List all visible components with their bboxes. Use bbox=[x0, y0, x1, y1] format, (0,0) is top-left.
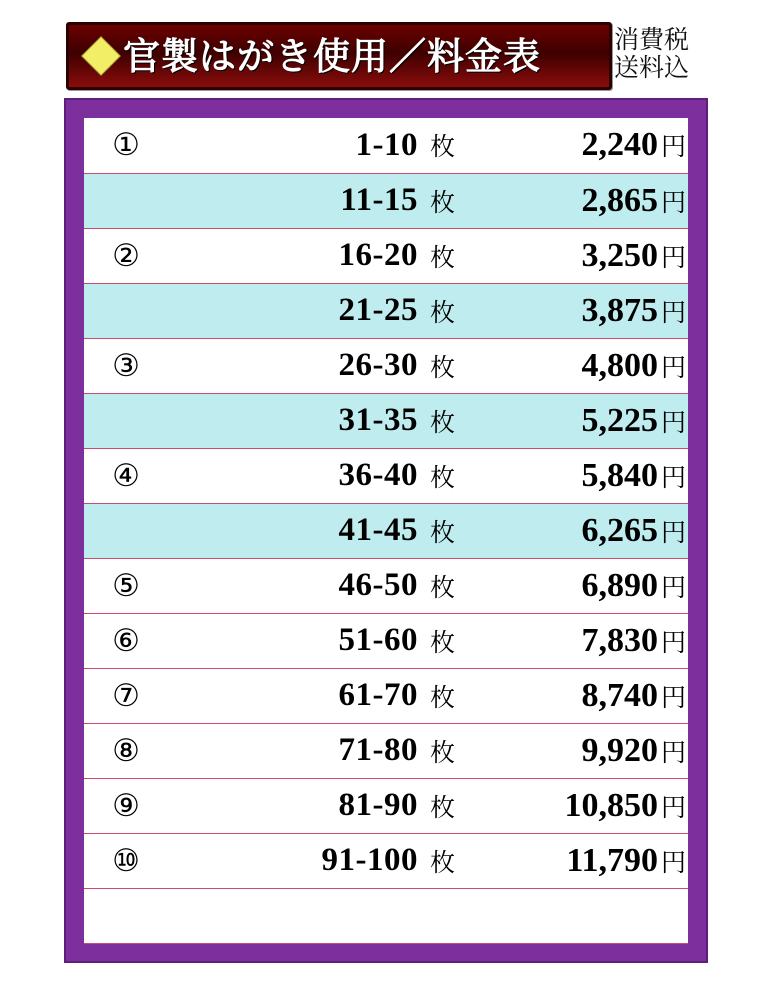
table-frame bbox=[64, 98, 708, 963]
price-cell bbox=[486, 338, 688, 393]
price-cell bbox=[486, 173, 688, 228]
quantity-unit: 枚 bbox=[424, 833, 486, 888]
row-index-marker bbox=[84, 283, 168, 338]
price-cell bbox=[486, 393, 688, 448]
quantity-range: 81-90 bbox=[168, 778, 424, 833]
table-row bbox=[84, 283, 688, 338]
row-index-marker: ⑩ bbox=[84, 833, 168, 888]
quantity-range: 16-20 bbox=[168, 228, 424, 283]
table-frame-inner bbox=[84, 118, 688, 943]
yen-symbol: 円 bbox=[660, 572, 686, 602]
row-index-marker: ① bbox=[84, 118, 168, 173]
row-index-marker: ③ bbox=[84, 338, 168, 393]
yen-symbol: 円 bbox=[660, 737, 686, 767]
quantity-unit: 枚 bbox=[424, 228, 486, 283]
table-row bbox=[84, 448, 688, 503]
quantity-unit: 枚 bbox=[424, 118, 486, 173]
table-row bbox=[84, 778, 688, 833]
table-footer-cell bbox=[486, 888, 688, 943]
table-row bbox=[84, 228, 688, 283]
price-amount: 6,890 bbox=[581, 566, 658, 604]
row-index-marker bbox=[84, 393, 168, 448]
quantity-range: 71-80 bbox=[168, 723, 424, 778]
price-amount: 9,920 bbox=[581, 731, 658, 769]
quantity-unit: 枚 bbox=[424, 778, 486, 833]
yen-symbol: 円 bbox=[660, 627, 686, 657]
price-amount: 3,250 bbox=[581, 236, 658, 274]
header-note bbox=[614, 26, 689, 82]
price-cell bbox=[486, 228, 688, 283]
price-cell bbox=[486, 778, 688, 833]
price-amount: 5,225 bbox=[581, 401, 658, 439]
price-amount: 10,850 bbox=[564, 786, 658, 824]
price-cell bbox=[486, 503, 688, 558]
quantity-unit: 枚 bbox=[424, 283, 486, 338]
row-index-marker: ⑥ bbox=[84, 613, 168, 668]
quantity-range: 26-30 bbox=[168, 338, 424, 393]
quantity-unit: 枚 bbox=[424, 448, 486, 503]
quantity-unit: 枚 bbox=[424, 613, 486, 668]
quantity-unit: 枚 bbox=[424, 558, 486, 613]
yen-symbol: 円 bbox=[660, 847, 686, 877]
price-amount: 3,875 bbox=[581, 291, 658, 329]
quantity-range: 46-50 bbox=[168, 558, 424, 613]
table-row bbox=[84, 668, 688, 723]
header bbox=[0, 0, 772, 100]
price-cell bbox=[486, 118, 688, 173]
price-amount: 7,830 bbox=[581, 621, 658, 659]
quantity-unit: 枚 bbox=[424, 393, 486, 448]
table-row bbox=[84, 833, 688, 888]
table-row bbox=[84, 393, 688, 448]
yen-symbol: 円 bbox=[660, 682, 686, 712]
price-amount: 2,240 bbox=[581, 126, 658, 164]
row-index-marker: ⑦ bbox=[84, 668, 168, 723]
table-footer-cell bbox=[84, 888, 168, 943]
price-cell bbox=[486, 833, 688, 888]
diamond-icon bbox=[81, 36, 121, 76]
row-index-marker: ② bbox=[84, 228, 168, 283]
quantity-range: 36-40 bbox=[168, 448, 424, 503]
row-index-marker: ④ bbox=[84, 448, 168, 503]
table-row bbox=[84, 723, 688, 778]
price-cell bbox=[486, 558, 688, 613]
quantity-range: 91-100 bbox=[168, 833, 424, 888]
price-amount: 8,740 bbox=[581, 676, 658, 714]
price-amount: 2,865 bbox=[581, 181, 658, 219]
table-footer-space bbox=[84, 888, 688, 943]
price-amount: 11,790 bbox=[566, 841, 658, 879]
yen-symbol: 円 bbox=[660, 407, 686, 437]
yen-symbol: 円 bbox=[660, 462, 686, 492]
yen-symbol: 円 bbox=[660, 792, 686, 822]
quantity-range: 31-35 bbox=[168, 393, 424, 448]
table-row bbox=[84, 118, 688, 173]
yen-symbol: 円 bbox=[660, 242, 686, 272]
table-footer-cell bbox=[424, 888, 486, 943]
table-row bbox=[84, 503, 688, 558]
table-row bbox=[84, 338, 688, 393]
price-cell bbox=[486, 448, 688, 503]
yen-symbol: 円 bbox=[660, 187, 686, 217]
table-row bbox=[84, 613, 688, 668]
header-note-line2: 送料込 bbox=[614, 53, 690, 82]
page-title: 官製はがき使用／料金表 bbox=[123, 34, 541, 78]
quantity-range: 21-25 bbox=[168, 283, 424, 338]
yen-symbol: 円 bbox=[660, 352, 686, 382]
price-cell bbox=[486, 283, 688, 338]
yen-symbol: 円 bbox=[660, 132, 686, 162]
price-amount: 4,800 bbox=[581, 346, 658, 384]
quantity-unit: 枚 bbox=[424, 503, 486, 558]
price-amount: 5,840 bbox=[581, 456, 658, 494]
quantity-range: 11-15 bbox=[168, 173, 424, 228]
price-table bbox=[84, 118, 688, 944]
quantity-unit: 枚 bbox=[424, 723, 486, 778]
quantity-range: 1-10 bbox=[168, 118, 424, 173]
quantity-unit: 枚 bbox=[424, 338, 486, 393]
quantity-unit: 枚 bbox=[424, 668, 486, 723]
row-index-marker: ⑨ bbox=[84, 778, 168, 833]
row-index-marker: ⑤ bbox=[84, 558, 168, 613]
price-cell bbox=[486, 668, 688, 723]
row-index-marker bbox=[84, 173, 168, 228]
quantity-unit: 枚 bbox=[424, 173, 486, 228]
title-banner bbox=[66, 22, 612, 90]
row-index-marker bbox=[84, 503, 168, 558]
quantity-range: 41-45 bbox=[168, 503, 424, 558]
quantity-range: 61-70 bbox=[168, 668, 424, 723]
row-index-marker: ⑧ bbox=[84, 723, 168, 778]
quantity-range: 51-60 bbox=[168, 613, 424, 668]
yen-symbol: 円 bbox=[660, 297, 686, 327]
table-row bbox=[84, 558, 688, 613]
price-amount: 6,265 bbox=[581, 511, 658, 549]
header-note-line1: 消費税 bbox=[614, 25, 690, 54]
table-footer-cell bbox=[168, 888, 424, 943]
table-row bbox=[84, 173, 688, 228]
price-cell bbox=[486, 723, 688, 778]
yen-symbol: 円 bbox=[660, 517, 686, 547]
price-cell bbox=[486, 613, 688, 668]
